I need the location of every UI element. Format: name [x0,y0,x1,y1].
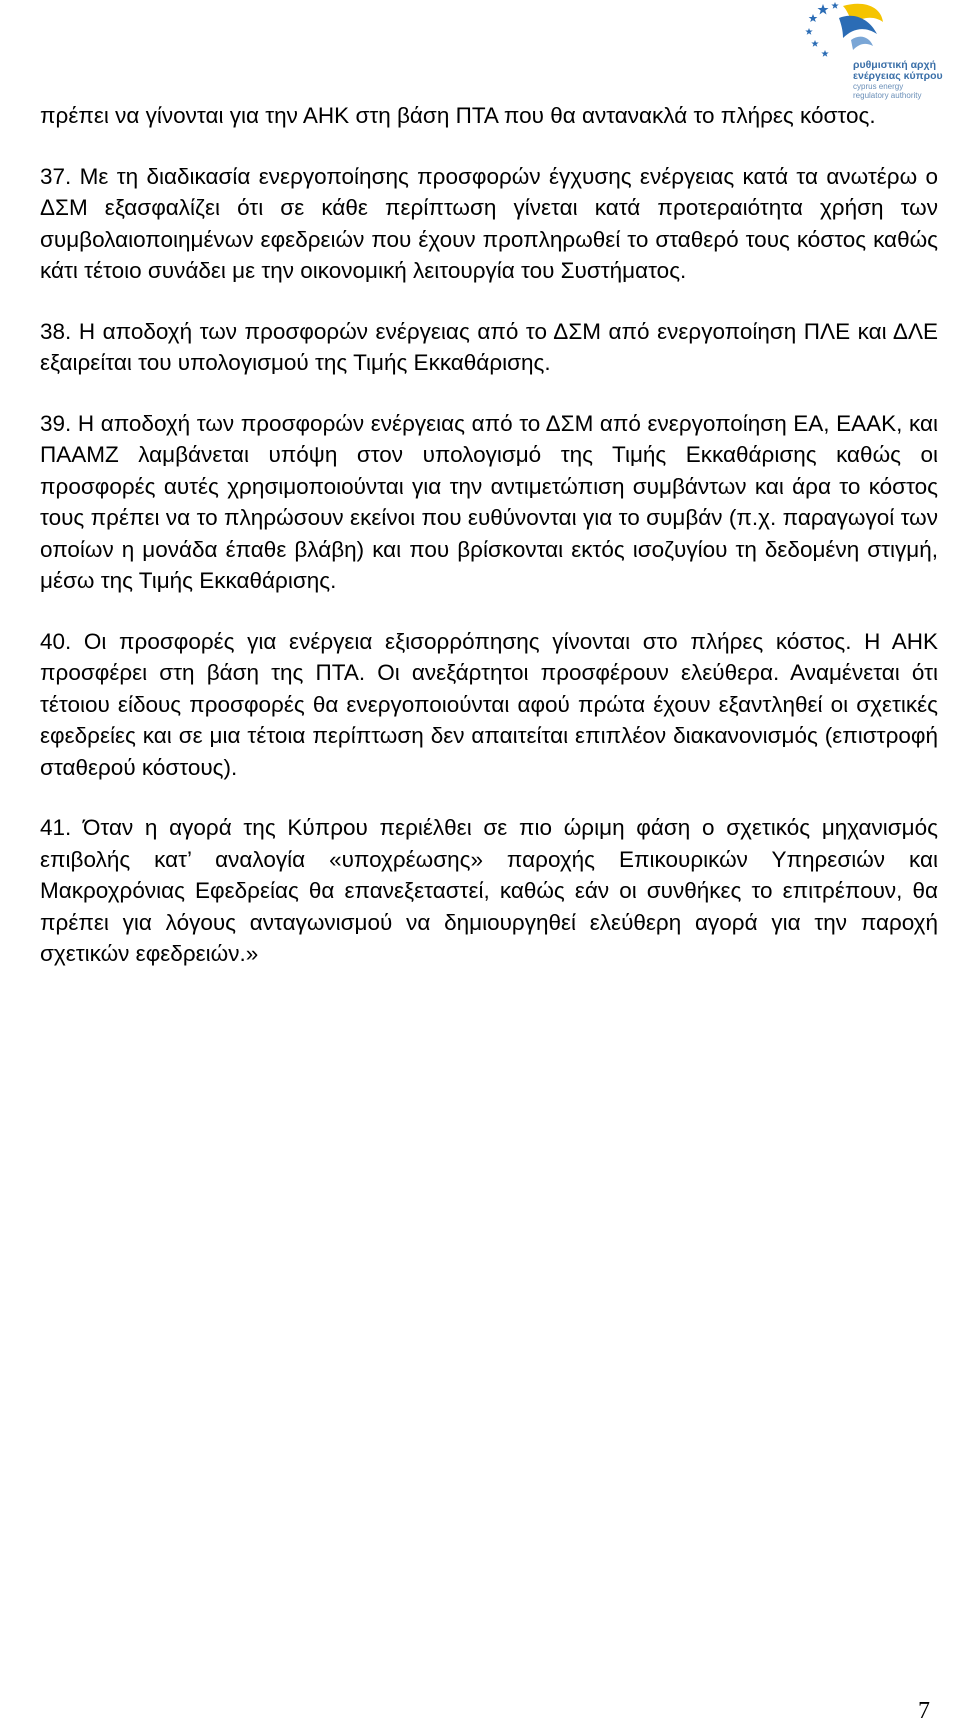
logo-line-2: ενέργειας κύπρου [853,70,943,82]
page-number: 7 [918,1698,930,1724]
logo-line-3: cyprus energy [853,82,904,91]
item-number: 37. [40,163,72,189]
item-text: Με τη διαδικασία ενεργοποίησης προσφορών έγχυσης ενέργειας κατά τα ανωτέρω ο ΔΣΜ εξασφαλίζει ότι σε κάθε περίπτωση γίνεται κατά προτεραιότητα χρήση των συμβολαιοποιημένων εφεδρειών που έχουν προπληρωθεί το σταθερό τους κόστος καθώς κάτι τέτοιο συνάδει με την οικονομική λειτουργία του Συστήματος. [40,163,938,283]
item-text: Η αποδοχή των προσφορών ενέργειας από το ΔΣΜ από ενεργοποίηση ΕΑ, ΕΑΑΚ, και ΠΑΑΜΖ λαμβάνεται υπόψη στον υπολογισμό της Τιμής Εκκαθάρισης καθώς οι προσφορές αυτές χρησιμοποιούνται για την αντιμετώπιση συμβάντων και άρα το κόστος τους πρέπει να το πληρώσουν εκείνοι που ευθύνονται για το συμβάν (π.χ. παραγωγοί των οποίων η μονάδα έπαθε βλάβη) και που βρίσκονται εκτός ισοζυγίου τη δεδομένη στιγμή, μέσω της Τιμής Εκκαθάρισης. [40,410,938,593]
item-text: Οι προσφορές για ενέργεια εξισορρόπησης γίνονται στο πλήρες κόστος. Η ΑΗΚ προσφέρει στη βάση της ΠΤΑ. Οι ανεξάρτητοι προσφέρουν ελεύθερα. Αναμένεται ότι τέτοιου είδους προσφορές θα ενεργοποιούνται αφού πρώτα έχουν εξαντληθεί οι σχετικές εφεδρείες και σε μια τέτοια περίπτωση δεν απαιτείται επιπλέον διακανονισμός (επιστροφή σταθερού κόστους). [40,628,938,780]
intro-paragraph: πρέπει να γίνονται για την ΑΗΚ στη βάση ΠΤΑ που θα αντανακλά το πλήρες κόστος. [40,103,876,128]
list-item [40,408,938,597]
list-item [40,316,938,379]
item-text: Η αποδοχή των προσφορών ενέργειας από το ΔΣΜ από ενεργοποίηση ΠΛΕ και ΔΛΕ εξαιρείται του υπολογισμού της Τιμής Εκκαθάρισης. [40,318,938,375]
logo-line-4: regulatory authority [853,91,922,100]
list-item [40,812,938,970]
list-item [40,626,938,784]
logo-line-1: ρυθμιστική αρχή [853,59,937,71]
cera-logo [803,0,953,102]
item-number: 38. [40,318,72,344]
list-item [40,161,938,287]
item-number: 40. [40,628,72,654]
item-text: Όταν η αγορά της Κύπρου περιέλθει σε πιο ώριμη φάση ο σχετικός μηχανισμός επιβολής κατ’ αναλογία «υποχρέωσης» παροχής Επικουρικών Υπηρεσιών και Μακροχρόνιας Εφεδρείας θα επανεξεταστεί, καθώς εάν οι συνθήκες το επιτρέπουν, θα πρέπει για λόγους ανταγωνισμού να δημιουργηθεί ελεύθερη αγορά για την παροχή σχετικών εφεδρειών.» [40,815,938,966]
item-number: 39. [40,410,72,436]
document-body [40,100,938,999]
item-number: 41. [40,815,72,840]
